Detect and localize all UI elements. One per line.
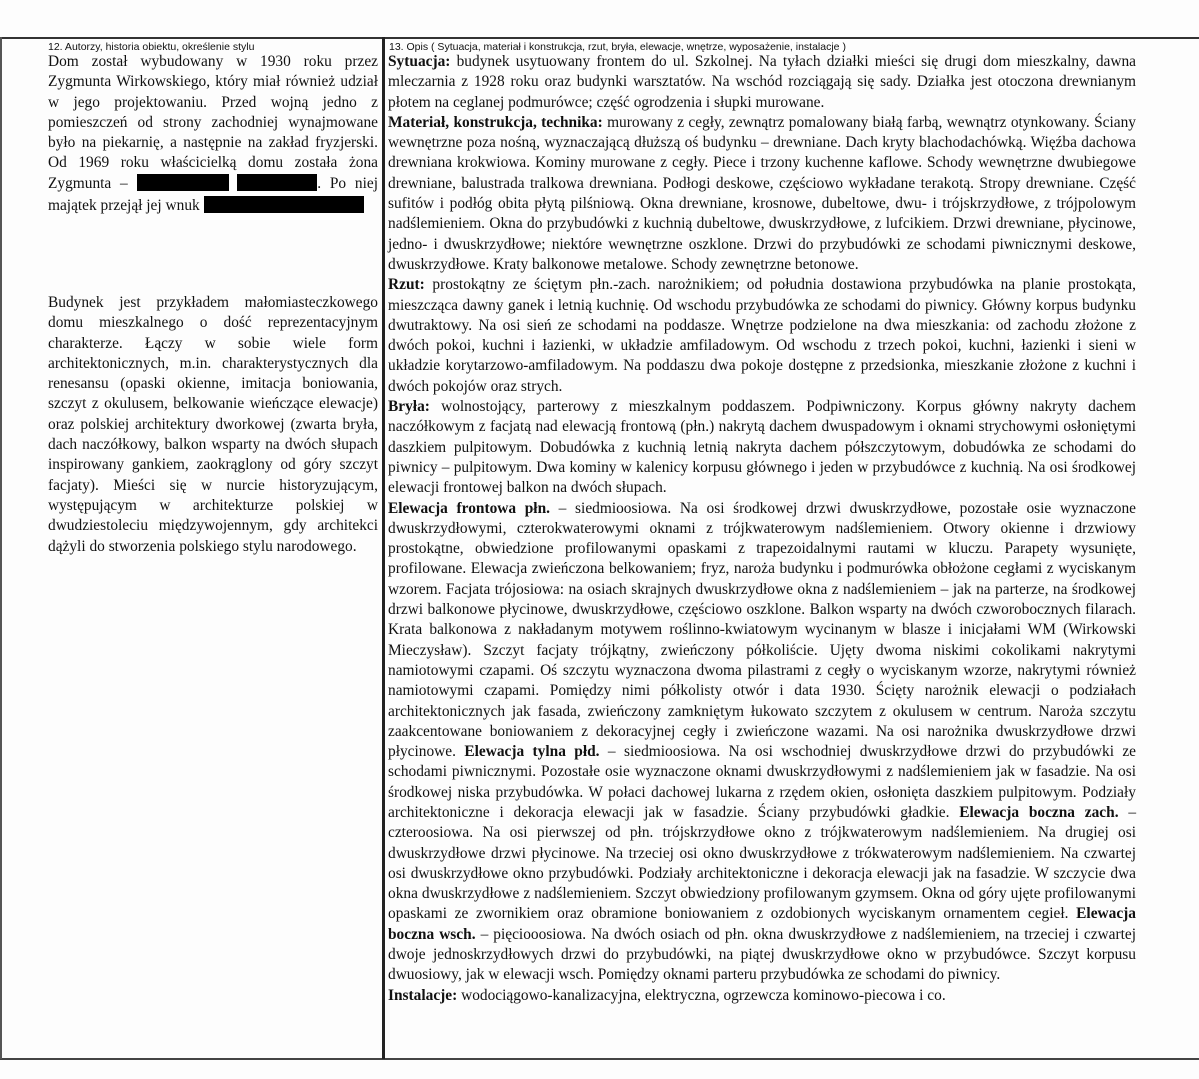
redaction-block bbox=[237, 174, 317, 191]
rzut-text: prostokątny ze ściętym płn.-zach. narożnikiem; od południa dostawiona przybudówka na planie prostokąta, mieszcząca dawny ganek i letnią kuchnię. Od wschodu przybudówka ze schodami do piwnicy. Główny korpus budynku dwutraktowy. Na osi sień ze schodami na poddasze. Wnętrze podzielone na dwa mieszkania: od zachodu złożone z dwóch pokoi, kuchni i łazienki, w układzie amfiladowym. Od wschodu z trzech pokoi, kuchni, łazienki i sieni w układzie korytarzowo-amfiladowym. Na poddaszu dwa pokoje dostępne z przedsionka, mieszkanie złożone z kuchni i dwóch pokojów oraz strych. bbox=[388, 276, 1136, 395]
section-12-header: 12. Autorzy, historia obiektu, określenie stylu bbox=[48, 41, 255, 53]
rzut-label: Rzut: bbox=[388, 276, 425, 294]
east-elevation-label: Elewacja boczna wsch. bbox=[388, 905, 1136, 943]
history-text bbox=[48, 52, 378, 216]
material-text: murowany z cegły, zewnątrz pomalowany białą farbą, wewnątrz otynkowany. Ściany wewnętrzne poza nośną, wyznaczającą dłuższą oś budynku – drewniane. Dach kryty blachodachówką. Więźba dachowa drewniana krokwiowa. Kominy murowane z cegły. Piece i trzony kuchenne kaflowe. Schody wewnętrzne dwubiegowe drewniane, balustrada tralkowa drewniana. Podłogi deskowe, częściowo wykładane terakotą. Stropy drewniane. Część sufitów i podłóg obita płytą pilśniową. Okna drewniane, krosnowe, dubeltowe, dwu- i trójskrzydłowe, z trójpolowym nadślemieniem. Okna do przybudówki z kuchnią dubeltowe, dwuskrzydłowe, z lufcikiem. Drzwi drewniane, płycinowe, jedno- i dwuskrzydłowe; niektóre wewnętrzne oszklone. Drzwi do przybudówki ze schodami piwnicznymi deskowe, dwuskrzydłowe. Kraty balkonowe metalowe. Schody zewnętrzne betonowe. bbox=[388, 113, 1136, 273]
instalacje-label: Instalacje: bbox=[388, 986, 458, 1004]
redaction-block bbox=[204, 196, 364, 213]
rzut-paragraph bbox=[388, 275, 1136, 397]
bryla-label: Bryła: bbox=[388, 398, 430, 416]
front-elevation-label: Elewacja frontowa płn. bbox=[388, 499, 550, 517]
bryla-paragraph bbox=[388, 397, 1136, 498]
front-elevation-text: – siedmioosiowa. Na osi środkowej drzwi dwuskrzydłowe, pozostałe osie wyznaczone dwuskrzydłowymi, czterokwaterowymi oknami z trójkwaterowym nadślemieniem. Otwory okienne i drzwiowy prostokątne, obwiedzione profilowanymi opaskami z trapezoidalnymi rautami w kluczu. Parapety wysunięte, profilowane. Elewacja zwieńczona belkowaniem; fryz, naroża budynku i podmurówka obłożone cegłami z wyciskanym wzorem. Facjata trójosiowa: na osiach skrajnych dwuskrzydłowe okna z nadślemieniem – jak na parterze, na środkowej drzwi balkonowe płycinowe, dwuskrzydłowe, częściowo oszklone. Balkon wsparty na dwóch czworobocznych filarach. Krata balkonowa z nakładanym motywem roślinno-kwiatowym wycinanym w blasze i inicjałami WM (Wirkowski Mieczysław). Szczyt facjaty trójkątny, zwieńczony półkoliście. Ujęty dwoma niskimi cokolikami nakrytymi namiotowymi czapami. Oś szczytu wyznaczona dwoma pilastrami z cegły o wyciskanym wzorze, nakrytymi również namiotowymi czapami. Pomiędzy nimi półkolisty otwór i data 1930. Ścięty narożnik elewacji o podziałach architektonicznych jak fasada, zwieńczony zamkniętym łukowato szczytem z okulusem w centrum. Naroża szczytu zaakcentowane boniowaniem z dekoracyjnej cegły i zwieńczone wazami. Na osi narożnika dwuskrzydłowe drzwi płycinowe. bbox=[388, 499, 1136, 761]
table-left-border bbox=[0, 37, 2, 1059]
bryla-text: wolnostojący, parterowy z mieszkalnym poddaszem. Podpiwniczony. Korpus główny nakryty dachem naczółkowym z facjatą nad elewacją frontową (płn.) nakrytą dachem dwuspadowym i oknami strychowymi osłoniętymi daszkiem pulpitowym. Dobudówka z kuchnią letnią nakryta dachem półszczytowym, dobudówka ze schodami do piwnicy – pulpitowym. Dwa kominy w kalenicy korpusu głównego i jeden w przybudówce z kuchnią. Na osi środkowej elewacji frontowej balkon na dwóch słupach. bbox=[388, 398, 1136, 497]
sytuacja-label: Sytuacja: bbox=[388, 53, 451, 70]
history-text-part1: Dom został wybudowany w 1930 roku przez Zygmunta Wirkowskiego, który miał również udział w jego projektowaniu. Przed wojną jedno z pomieszczeń od strony zachodniej wynajmowane było na piekarnię, a następnie na zakład fryzjerski. Od 1969 roku właścicielką domu została żona Zygmunta – bbox=[48, 53, 378, 192]
table-bottom-border bbox=[0, 1058, 1199, 1060]
instalacje-text: wodociągowo-kanalizacyjna, elektryczna, ogrzewcza kominowo-piecowa i co. bbox=[457, 986, 946, 1004]
section-13-header: 13. Opis ( Sytuacja, materiał i konstrukcja, rzut, bryła, elewacje, wnętrze, wyposażenie, instalacje ) bbox=[389, 41, 846, 53]
instalacje-paragraph bbox=[388, 986, 1136, 1006]
column-divider bbox=[382, 37, 385, 1059]
material-paragraph bbox=[388, 113, 1136, 275]
west-elevation-label: Elewacja boczna zach. bbox=[959, 803, 1119, 821]
east-elevation-text: – pięciooosiowa. Na dwóch osiach od płn. okna dwuskrzydłowe z nadślemieniem, na trzeciej i czwartej dwoje jednoskrzydłowych drzwi do przybudówki, na piątej dwuskrzydłowe okno w przybudówce. Szczyt korpusu dwuosiowy, jak w elewacji wsch. Pomiędzy oknami parteru przybudówka ze schodami do piwnicy. bbox=[388, 925, 1136, 984]
sytuacja-text: budynek usytuowany frontem do ul. Szkolnej. Na tyłach działki mieści się drugi dom mieszkalny, dawna mleczarnia z 1928 roku oraz budynki warsztatów. Na wschód rozciągają się sady. Działka jest otoczona drewnianym płotem na ceglanej podmurówce; część ogrodzenia i słupki murowane. bbox=[388, 53, 1136, 111]
table-top-border bbox=[0, 37, 1199, 39]
material-label: Materiał, konstrukcja, technika: bbox=[388, 113, 603, 131]
west-elevation-text: – czteroosiowa. Na osi pierwszej od płn. trójskrzydłowe okno z trójkwaterowym nadślemieniem. Na drugiej osi dwuskrzydłowe drzwi płycinowe. Na trzeciej osi okno dwuskrzydłowe z trókwaterowym nadślemieniem. Na czwartej osi dwuskrzydłowe okno przybudówki. Podziały architektoniczne i dekoracja elewacji jak na fasadzie. W szczycie dwa okna dwuskrzydłowe z nadślemieniem. Szczyt obwiedziony profilowanym gzymsem. Okna od góry ujęte profilowanymi opaskami ze zwornikiem oraz obramione boniowaniem z ozdobionych wyciskanym ornamentem cegieł. bbox=[388, 803, 1137, 923]
history-text-part2: . Po niej majątek przejął jej wnuk bbox=[48, 174, 378, 215]
rear-elevation-label: Elewacja tylna płd. bbox=[464, 743, 600, 761]
sytuacja-paragraph bbox=[388, 52, 1136, 113]
elewacje-paragraph bbox=[388, 499, 1136, 986]
description-text bbox=[388, 52, 1136, 1006]
rear-elevation-text: – siedmioosiowa. Na osi wschodniej dwuskrzydłowe drzwi do przybudówki ze schodami piwnicznymi. Pozostałe osie wyznaczone oknami dwuskrzydłowymi z nadślemieniem jak w fasadzie. Na osi środkowej niska przybudówka. W połaci dachowej lukarna z rzędem okien, osłonięta daszkiem pulpitowym. Podziały architektoniczne i dekoracja elewacji jak w fasadzie. Ściany przybudówki gładkie. bbox=[388, 743, 1137, 821]
redaction-block bbox=[137, 174, 229, 191]
style-text: Budynek jest przykładem małomiasteczkowego domu mieszkalnego o dość reprezentacyjnym charakterze. Łączy w sobie wiele form architektonicznych, m.in. charakterystycznych dla renesansu (opaski okienne, imitacja boniowania, szczyt z okulusem, belkowanie wieńczące elewacje) oraz polskiej architektury dworkowej (zwarta bryła, dach naczółkowy, balkon wsparty na dwóch słupach inspirowany gankiem, zaokrąglony od góry szczyt facjaty). Mieści się w nurcie historyzującym, występującym w architekturze polskiej w dwudziestoleciu międzywojennym, gdy architekci dążyli do stworzenia polskiego stylu narodowego. bbox=[48, 294, 378, 555]
